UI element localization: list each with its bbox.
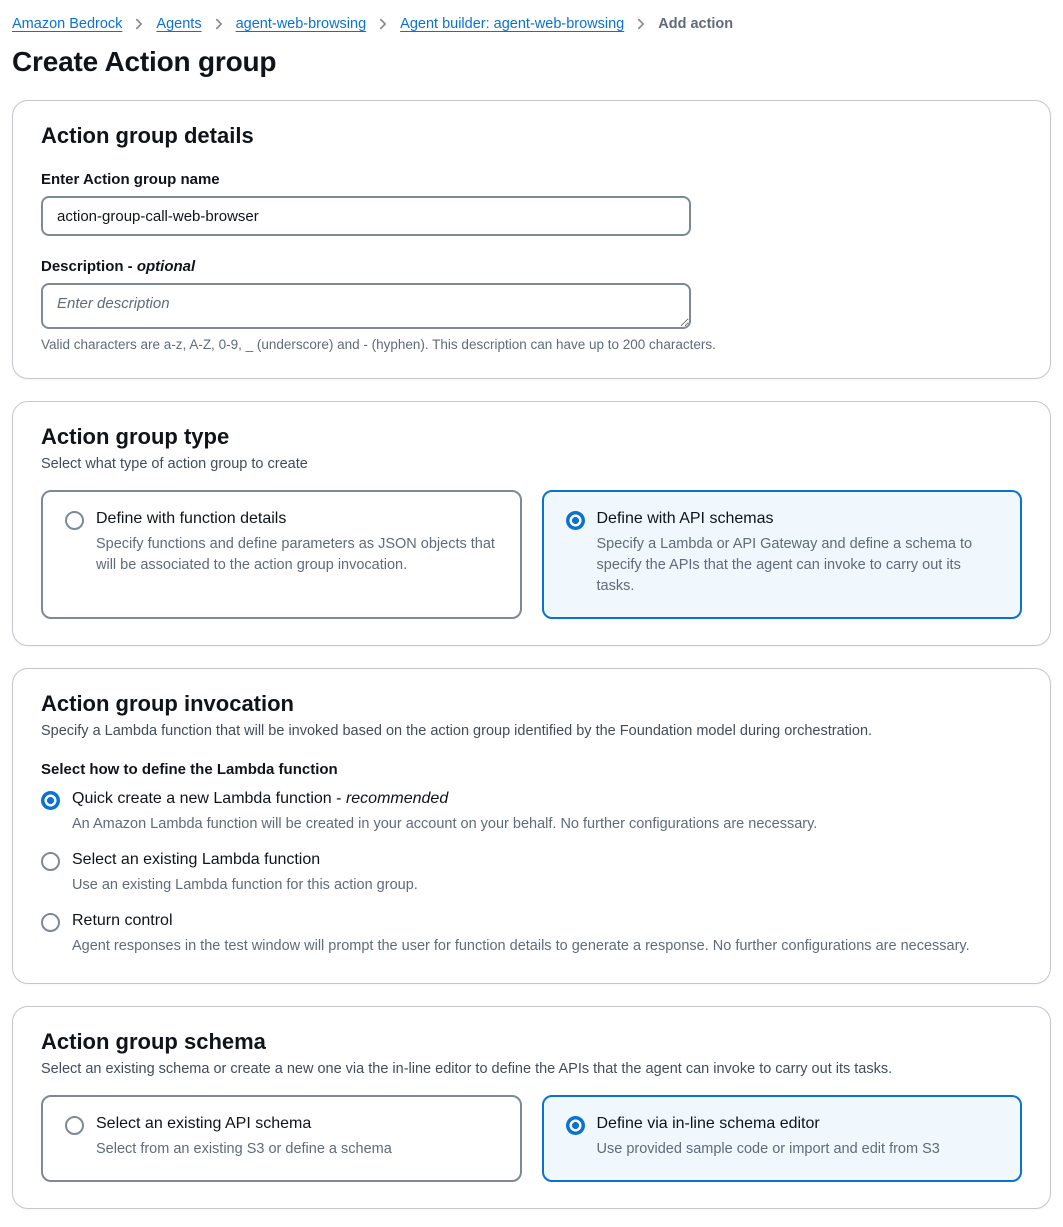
breadcrumb-separator-icon	[132, 17, 146, 31]
radio-option-quick-create-click-target[interactable]	[41, 790, 1022, 810]
tile-description: Select from an existing S3 or define a schema	[96, 1141, 392, 1158]
card-action-group-schema	[12, 1006, 1051, 1209]
radio-option-label-emphasis: recommended	[345, 790, 449, 808]
card-schema-subtitle: Select an existing schema or create a new one via the in-line editor to define the APIs that the agent can invoke to carry out its tasks.	[41, 1061, 893, 1078]
action-group-schema-tiles	[41, 1095, 1022, 1182]
card-invocation-title: Action group invocation	[41, 691, 294, 717]
tile-define-inline-schema-editor[interactable]	[542, 1095, 1023, 1182]
action-group-name-label: Enter Action group name	[41, 171, 220, 188]
radio-option-description: Agent responses in the test window will prompt the user for function details to generate a response. No further configurations are necessary.	[72, 938, 970, 955]
tile-define-with-function-details[interactable]	[41, 490, 522, 619]
description-label	[41, 258, 1022, 275]
breadcrumb-link-agents[interactable]: Agents	[156, 16, 202, 32]
radio-option-return-control-click-target[interactable]	[41, 912, 1022, 932]
radio-option-label	[72, 851, 320, 869]
breadcrumb-separator-icon	[212, 17, 226, 31]
radio-selected-icon[interactable]	[566, 1116, 585, 1135]
description-textarea[interactable]	[41, 283, 691, 329]
action-group-type-tiles	[41, 490, 1022, 619]
radio-option-return-control	[41, 912, 1022, 957]
tile-title: Define via in-line schema editor	[596, 1115, 820, 1133]
breadcrumb-link-amazon-bedrock[interactable]: Amazon Bedrock	[12, 16, 123, 32]
card-action-group-type	[12, 401, 1051, 646]
radio-option-existing-lambda-click-target[interactable]	[41, 851, 1022, 871]
radio-option-label-text: Select an existing Lambda function	[72, 851, 321, 869]
radio-unselected-icon[interactable]	[41, 913, 60, 932]
radio-option-label-text: Return control	[72, 912, 173, 930]
tile-title: Define with function details	[96, 510, 287, 527]
radio-unselected-icon[interactable]	[65, 511, 84, 530]
radio-selected-icon[interactable]	[566, 511, 585, 530]
action-group-name-input[interactable]	[41, 196, 691, 236]
breadcrumb-link-agent-web-browsing[interactable]: agent-web-browsing	[235, 16, 367, 32]
breadcrumb-separator-icon	[376, 17, 390, 31]
description-constraint-text: Valid characters are a-z, A-Z, 0-9, _ (underscore) and - (hyphen). This description can have up to 200 characters.	[41, 337, 716, 352]
description-optional-text: optional	[136, 258, 196, 275]
description-label-text: Description -	[41, 258, 133, 275]
radio-unselected-icon[interactable]	[41, 852, 60, 871]
breadcrumb-current-add-action: Add action	[658, 16, 734, 32]
radio-selected-icon[interactable]	[41, 791, 60, 810]
radio-option-label-text: Quick create a new Lambda function -	[72, 790, 342, 808]
breadcrumb	[12, 14, 1051, 42]
card-action-group-invocation	[12, 668, 1051, 984]
card-type-title: Action group type	[41, 424, 230, 449]
radio-option-select-existing-lambda	[41, 851, 1022, 896]
card-details-title: Action group details	[41, 123, 254, 148]
radio-option-description: An Amazon Lambda function will be created in your account on your behalf. No further configurations are necessary.	[72, 816, 818, 833]
radio-option-description: Use an existing Lambda function for this action group.	[72, 877, 418, 894]
tile-select-existing-api-schema[interactable]	[41, 1095, 522, 1182]
radio-option-quick-create-lambda	[41, 790, 1022, 835]
card-invocation-subtitle: Specify a Lambda function that will be invoked based on the action group identified by the Foundation model during orchestration.	[41, 723, 873, 740]
breadcrumb-separator-icon	[634, 17, 648, 31]
tile-description: Specify functions and define parameters as JSON objects that will be associated to the action group invocation.	[96, 536, 495, 574]
action-group-name-field	[41, 171, 1022, 236]
card-type-subtitle: Select what type of action group to create	[41, 456, 308, 472]
radio-option-label	[72, 912, 173, 930]
tile-description: Specify a Lambda or API Gateway and define a schema to specify the APIs that the agent can invoke to carry out its tasks.	[596, 536, 973, 595]
lambda-define-group-label: Select how to define the Lambda function	[41, 761, 338, 779]
tile-title: Select an existing API schema	[96, 1115, 312, 1133]
card-schema-title: Action group schema	[41, 1029, 266, 1055]
card-action-group-details	[12, 100, 1051, 379]
description-field	[41, 258, 1022, 352]
breadcrumb-link-agent-builder[interactable]: Agent builder: agent-web-browsing	[400, 16, 625, 32]
radio-option-label	[72, 790, 448, 808]
tile-description: Use provided sample code or import and edit from S3	[596, 1141, 940, 1158]
tile-title: Define with API schemas	[596, 510, 774, 527]
radio-unselected-icon[interactable]	[65, 1116, 84, 1135]
tile-define-with-api-schemas[interactable]	[542, 490, 1023, 619]
page-title: Create Action group	[12, 46, 277, 77]
